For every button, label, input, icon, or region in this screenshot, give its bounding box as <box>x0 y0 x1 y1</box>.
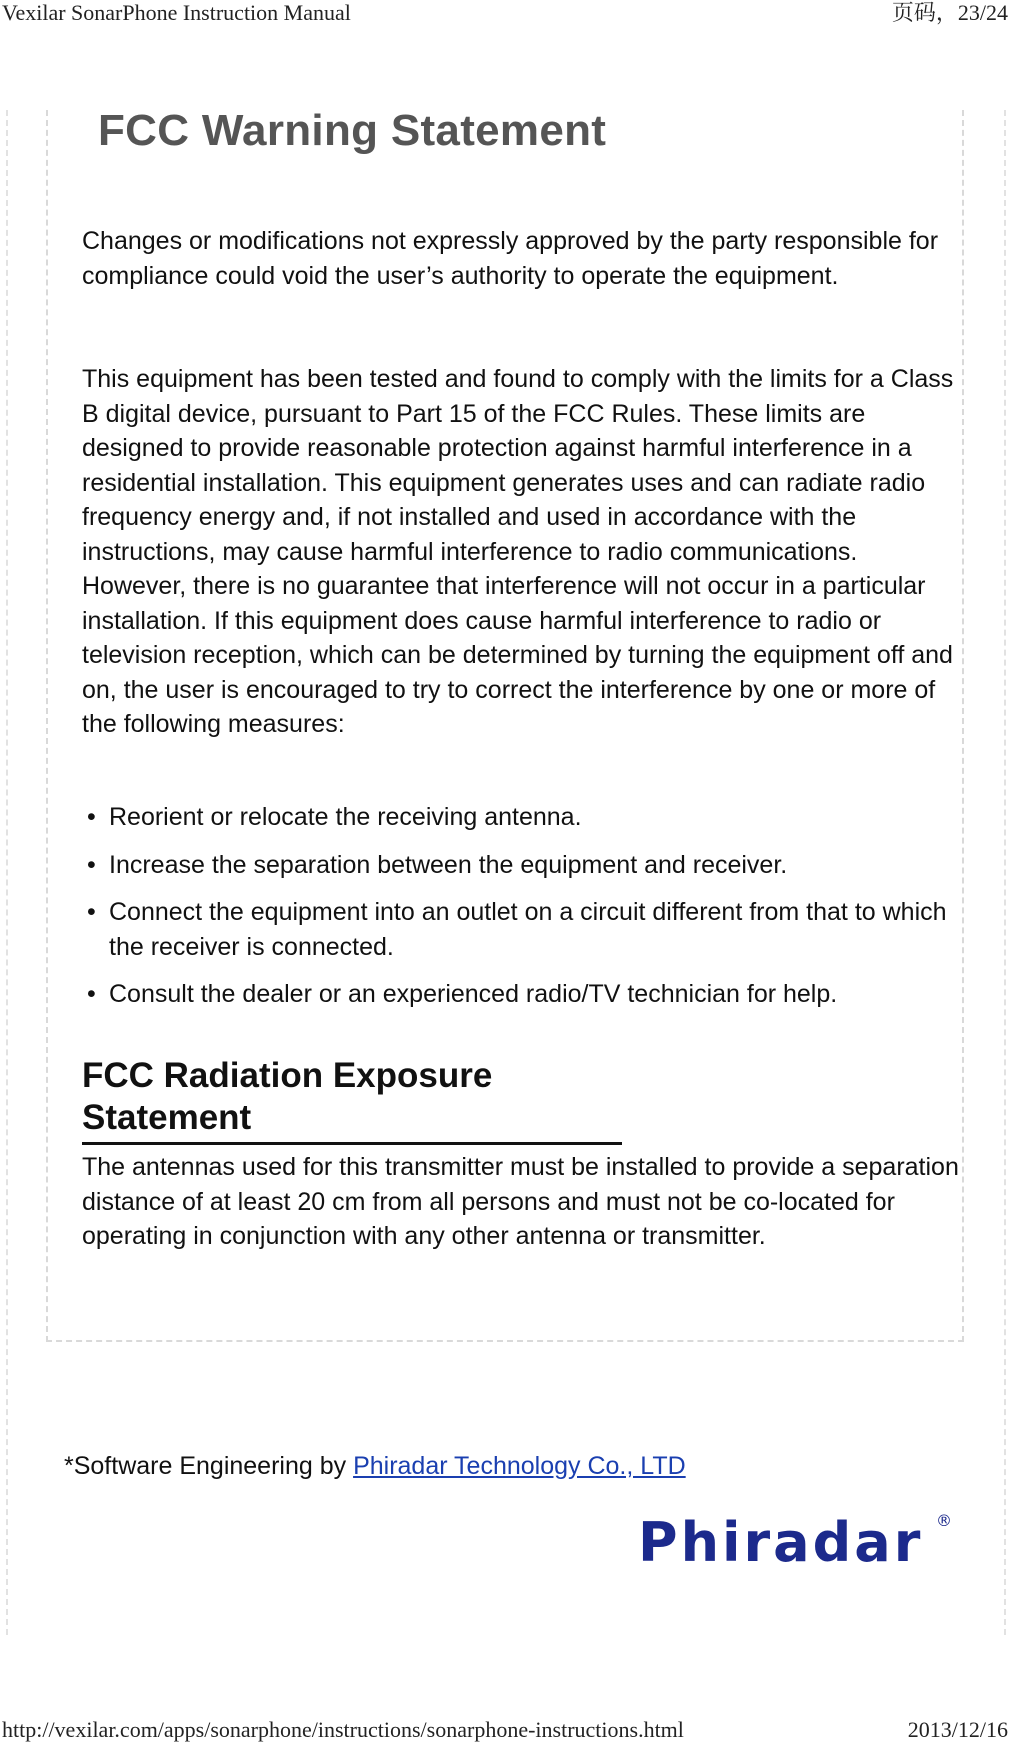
list-item-text: Increase the separation between the equipment and receiver. <box>109 850 788 879</box>
print-footer <box>0 1715 1012 1745</box>
list-item <box>82 848 962 883</box>
paragraph-modifications: Changes or modifications not expressly approved by the party responsible for compliance could void the user’s authority to operate the equipment. <box>82 227 939 290</box>
print-header-page-number: 页码，23/24 <box>891 0 1008 25</box>
phiradar-link[interactable]: Phiradar Technology Co., LTD <box>353 1452 686 1480</box>
bullet-icon: • <box>87 803 96 831</box>
logo-wordmark: Phiradar <box>638 1511 924 1574</box>
list-item-text: Connect the equipment into an outlet on a circuit different from that to which the receiver is connected. <box>109 898 947 961</box>
print-header <box>0 0 1012 30</box>
print-footer-url: http://vexilar.com/apps/sonarphone/instructions/sonarphone-instructions.html <box>2 1717 684 1742</box>
software-credit <box>64 1452 686 1481</box>
list-item-text: Reorient or relocate the receiving antenna. <box>109 803 582 831</box>
radiation-heading: FCC Radiation Exposure Statement <box>82 1055 622 1145</box>
paragraph-class-b-compliance: This equipment has been tested and found to comply with the limits for a Class B digital device, pursuant to Part 15 of the FCC Rules. These limits are designed to provide reasonable protection against harmful interference in a residential installation. This equipment generates uses and can radiate radio frequency energy and, if not installed and used in accordance with the instructions, may cause harmful interference to radio communications. However, there is no guarantee that interference will not occur in a particular installation. If this equipment does cause harmful interference to radio or television reception, which can be determined by turning the equipment off and on, the user is encouraged to try to correct the interference by one or more of the following measures: <box>82 365 954 738</box>
page-title: FCC Warning Statement <box>98 106 607 155</box>
print-footer-date: 2013/12/16 <box>907 1717 1008 1742</box>
registered-mark-icon: ® <box>936 1511 952 1530</box>
list-item-text: Consult the dealer or an experienced radio/TV technician for help. <box>109 980 838 1008</box>
bullet-icon: • <box>87 980 96 1008</box>
print-header-doc-title: Vexilar SonarPhone Instruction Manual <box>2 0 351 25</box>
list-item <box>82 800 962 835</box>
bullet-icon: • <box>87 898 96 926</box>
list-item <box>82 895 962 964</box>
measures-list <box>82 800 962 1025</box>
paragraph-radiation-exposure: The antennas used for this transmitter must be installed to provide a separation distance of at least 20 cm from all persons and must not be co-located for operating in conjunction with any other antenna or transmitter. <box>82 1153 959 1250</box>
bullet-icon: • <box>87 850 96 879</box>
phiradar-logo <box>636 1504 956 1574</box>
list-item <box>82 977 962 1012</box>
credit-prefix: *Software Engineering by <box>64 1452 354 1480</box>
